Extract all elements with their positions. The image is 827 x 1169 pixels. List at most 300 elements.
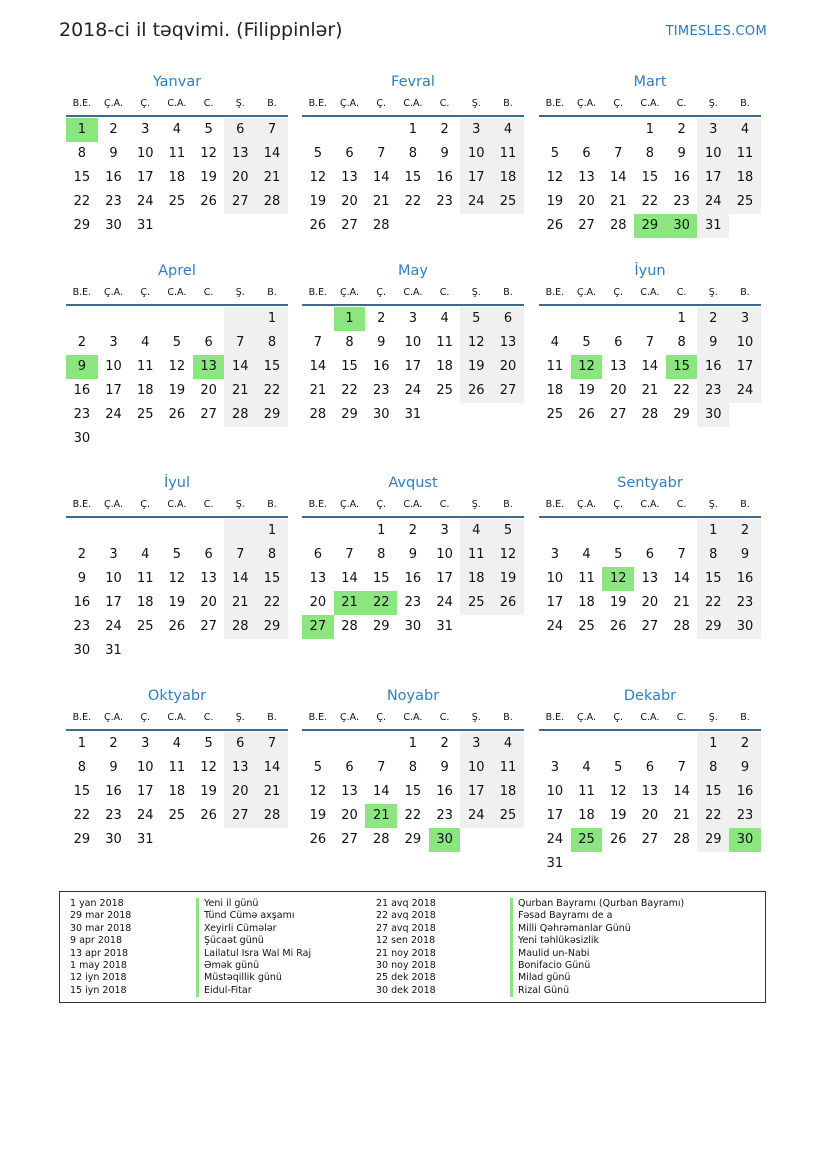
month-name: Fevral [391, 74, 435, 90]
day-cell: 7 [377, 146, 386, 161]
weekday-label: B. [267, 712, 277, 723]
day-cell: 7 [677, 547, 686, 562]
day-cell: 6 [345, 760, 354, 775]
day-cell: 29 [256, 615, 288, 639]
day-cell: 12 [571, 355, 603, 379]
day-cell: 14 [673, 571, 690, 586]
day-cell: 26 [578, 407, 595, 422]
day-cell: 24 [697, 190, 729, 214]
weekday-label: B. [503, 712, 513, 723]
day-cell: 25 [571, 828, 603, 852]
weekday-label: Ç.A. [340, 499, 360, 510]
day-cell: 31 [436, 619, 453, 634]
empty-day-cell [224, 519, 256, 543]
day-cell: 19 [168, 595, 186, 610]
day-cell: 17 [546, 808, 564, 823]
day-cell: 24 [546, 619, 564, 634]
weekday-label: Ç. [376, 712, 387, 723]
day-cell: 19 [168, 383, 186, 398]
day-cell: 12 [309, 784, 327, 799]
month-name: Aprel [158, 263, 196, 279]
month-calendar [539, 71, 761, 238]
day-cell: 4 [492, 118, 524, 142]
weekday-label: C. [676, 287, 687, 298]
day-cell: 3 [460, 118, 492, 142]
weekday-label: B.E. [72, 712, 92, 723]
month-calendar [302, 685, 524, 852]
day-grid [302, 519, 524, 639]
day-cell: 23 [105, 808, 122, 823]
day-cell: 6 [313, 547, 322, 562]
weekday-label: Ç. [613, 98, 624, 109]
empty-day-cell [98, 307, 130, 331]
day-cell: 22 [404, 808, 422, 823]
day-cell: 26 [168, 619, 186, 634]
day-cell: 22 [256, 379, 288, 403]
day-cell: 25 [168, 194, 186, 209]
day-cell: 5 [172, 547, 182, 562]
weekday-header [66, 707, 288, 731]
weekday-label: C.A. [403, 98, 423, 109]
weekday-label: C.A. [640, 287, 660, 298]
weekday-label: B.E. [545, 499, 565, 510]
weekday-label: C. [439, 712, 450, 723]
holiday-name: Milli Qəhrəmanlar Günü [510, 923, 684, 935]
day-cell: 26 [200, 194, 217, 209]
day-cell: 26 [492, 591, 524, 615]
weekday-label: B.E. [72, 499, 92, 510]
day-cell: 2 [109, 122, 118, 137]
day-cell: 12 [168, 571, 186, 586]
month-name: Noyabr [386, 688, 440, 704]
day-cell: 16 [673, 170, 690, 185]
day-cell: 7 [224, 543, 256, 567]
day-cell: 27 [224, 190, 256, 214]
day-cell: 27 [224, 804, 256, 828]
day-cell: 13 [341, 170, 358, 185]
day-cell: 4 [582, 547, 591, 562]
holiday-date: 30 dek 2018 [376, 984, 436, 996]
day-cell: 21 [334, 591, 366, 615]
day-cell: 7 [256, 732, 288, 756]
day-cell: 18 [460, 567, 492, 591]
day-cell: 15 [666, 355, 698, 379]
day-cell: 18 [492, 780, 524, 804]
day-cell: 7 [345, 547, 354, 562]
day-cell: 21 [365, 804, 397, 828]
holiday-date: 13 apr 2018 [70, 947, 129, 959]
day-cell: 2 [109, 736, 118, 751]
holiday-name: Tünd Cümə axşamı [196, 910, 311, 922]
month-calendar [302, 71, 524, 238]
day-cell: 25 [492, 190, 524, 214]
day-cell: 27 [609, 407, 627, 422]
day-cell: 3 [729, 307, 761, 331]
holiday-name: Əmək günü [196, 960, 311, 972]
day-cell: 15 [641, 170, 659, 185]
day-cell: 2 [77, 547, 86, 562]
day-cell: 5 [492, 519, 524, 543]
day-cell: 1 [408, 122, 418, 137]
weekday-label: Ç.A. [340, 98, 360, 109]
day-cell: 4 [172, 122, 182, 137]
day-cell: 20 [641, 808, 659, 823]
day-cell: 8 [645, 146, 655, 161]
day-cell: 11 [492, 142, 524, 166]
day-cell: 31 [105, 643, 122, 658]
day-cell: 15 [697, 780, 729, 804]
day-cell: 13 [224, 142, 256, 166]
day-cell: 25 [546, 407, 564, 422]
weekday-label: Ş. [708, 712, 718, 723]
weekday-label: Ç. [140, 98, 151, 109]
day-cell: 19 [546, 194, 564, 209]
day-cell: 18 [136, 595, 154, 610]
weekday-label: B. [503, 287, 513, 298]
empty-day-cell [129, 307, 161, 331]
empty-day-cell [634, 519, 666, 543]
day-cell: 17 [436, 571, 453, 586]
day-cell: 30 [404, 619, 422, 634]
day-cell: 9 [440, 760, 449, 775]
day-grid [66, 307, 288, 451]
day-cell: 12 [602, 567, 634, 591]
day-cell: 10 [460, 756, 492, 780]
empty-day-cell [302, 732, 334, 756]
day-cell: 14 [372, 170, 390, 185]
holiday-name: Müstəqillik günü [196, 972, 311, 984]
day-cell: 13 [224, 756, 256, 780]
day-cell: 9 [729, 756, 761, 780]
empty-day-cell [539, 732, 571, 756]
day-cell: 26 [309, 832, 327, 847]
day-cell: 23 [673, 194, 690, 209]
day-cell: 10 [460, 142, 492, 166]
day-cell: 14 [372, 784, 390, 799]
day-cell: 12 [168, 359, 186, 374]
day-cell: 23 [73, 619, 91, 634]
day-cell: 10 [136, 760, 154, 775]
day-cell: 27 [641, 832, 659, 847]
day-cell: 3 [550, 760, 559, 775]
day-cell: 11 [136, 359, 154, 374]
empty-day-cell [161, 307, 193, 331]
weekday-label: Ç.A. [104, 712, 124, 723]
day-cell: 9 [677, 146, 686, 161]
day-cell: 20 [224, 780, 256, 804]
day-cell: 3 [697, 118, 729, 142]
day-cell: 22 [341, 383, 358, 398]
day-cell: 4 [460, 519, 492, 543]
month-calendar [539, 472, 761, 639]
day-cell: 7 [614, 146, 623, 161]
day-cell: 27 [341, 218, 358, 233]
empty-day-cell [193, 307, 225, 331]
weekday-header [302, 282, 524, 306]
empty-day-cell [302, 519, 334, 543]
weekday-label: B.E. [308, 287, 328, 298]
weekday-header [66, 282, 288, 306]
day-cell: 25 [460, 591, 492, 615]
day-cell: 26 [460, 379, 492, 403]
weekday-label: B. [267, 499, 277, 510]
day-cell: 9 [109, 146, 118, 161]
day-cell: 22 [641, 194, 659, 209]
day-cell: 31 [136, 832, 154, 847]
weekday-label: Ç.A. [340, 287, 360, 298]
day-cell: 3 [141, 736, 150, 751]
day-cell: 21 [224, 591, 256, 615]
day-cell: 15 [256, 567, 288, 591]
weekday-label: B.E. [72, 287, 92, 298]
weekday-label: Ş. [235, 499, 245, 510]
holiday-name: Xeyirli Cümələr [196, 923, 311, 935]
day-cell: 1 [66, 118, 98, 142]
day-cell: 16 [729, 780, 761, 804]
weekday-label: Ç. [376, 287, 387, 298]
day-cell: 16 [436, 170, 453, 185]
day-cell: 29 [73, 832, 91, 847]
day-cell: 19 [609, 808, 627, 823]
day-cell: 25 [578, 619, 595, 634]
weekday-label: C. [676, 98, 687, 109]
day-cell: 3 [440, 523, 449, 538]
day-cell: 6 [345, 146, 354, 161]
day-cell: 24 [460, 804, 492, 828]
empty-day-cell [365, 732, 397, 756]
weekday-label: B.E. [545, 98, 565, 109]
holiday-date: 12 sen 2018 [376, 935, 436, 947]
holiday-dates-column [376, 898, 436, 997]
day-cell: 14 [309, 359, 327, 374]
day-cell: 31 [404, 407, 422, 422]
day-cell: 6 [492, 307, 524, 331]
day-cell: 23 [372, 383, 390, 398]
holiday-dates-column [70, 898, 131, 997]
month-calendar [539, 685, 761, 876]
day-cell: 31 [546, 856, 564, 871]
day-cell: 10 [404, 335, 422, 350]
month-name: Avqust [388, 475, 438, 491]
day-cell: 5 [460, 307, 492, 331]
day-cell: 2 [77, 335, 86, 350]
day-cell: 20 [200, 595, 217, 610]
day-cell: 11 [168, 146, 186, 161]
day-cell: 31 [697, 214, 729, 238]
month-calendar [302, 260, 524, 427]
day-cell: 1 [408, 736, 418, 751]
weekday-label: C.A. [403, 287, 423, 298]
holiday-names-column [196, 898, 311, 997]
day-cell: 16 [105, 784, 122, 799]
day-cell: 20 [341, 194, 358, 209]
holiday-date: 29 mar 2018 [70, 910, 132, 922]
holiday-name: Lailatul Isra Wal Mi Raj [196, 948, 311, 960]
day-cell: 2 [677, 122, 686, 137]
day-cell: 15 [372, 571, 390, 586]
day-cell: 22 [256, 591, 288, 615]
day-cell: 23 [73, 407, 91, 422]
weekday-header [66, 93, 288, 117]
day-cell: 3 [460, 732, 492, 756]
day-cell: 14 [609, 170, 627, 185]
day-cell: 15 [73, 170, 91, 185]
month-calendar [302, 472, 524, 639]
weekday-header [539, 93, 761, 117]
day-cell: 1 [697, 732, 729, 756]
day-cell: 18 [492, 166, 524, 190]
day-cell: 21 [309, 383, 327, 398]
weekday-label: Ç.A. [104, 98, 124, 109]
weekday-label: B. [267, 98, 277, 109]
day-grid [539, 118, 761, 238]
empty-day-cell [634, 732, 666, 756]
weekday-label: Ç. [376, 499, 387, 510]
day-cell: 1 [645, 122, 655, 137]
day-cell: 9 [66, 355, 98, 379]
holiday-date: 21 noy 2018 [376, 947, 436, 959]
day-cell: 18 [436, 359, 453, 374]
day-cell: 19 [309, 194, 327, 209]
weekday-header [539, 494, 761, 518]
day-cell: 5 [313, 146, 322, 161]
day-cell: 16 [697, 355, 729, 379]
day-cell: 29 [697, 828, 729, 852]
holiday-name: Rizal Günü [510, 985, 684, 997]
day-grid [302, 307, 524, 427]
day-cell: 30 [666, 214, 698, 238]
day-cell: 12 [460, 331, 492, 355]
day-cell: 24 [136, 194, 154, 209]
weekday-label: Ş. [235, 287, 245, 298]
day-cell: 20 [609, 383, 627, 398]
day-cell: 1 [334, 307, 366, 331]
day-cell: 28 [224, 615, 256, 639]
brand-link[interactable]: TIMESLES.COM [665, 24, 767, 39]
day-cell: 19 [609, 595, 627, 610]
day-cell: 20 [309, 595, 327, 610]
day-cell: 30 [105, 832, 122, 847]
day-cell: 18 [729, 166, 761, 190]
day-cell: 9 [697, 331, 729, 355]
day-cell: 15 [697, 567, 729, 591]
day-cell: 5 [313, 760, 322, 775]
day-cell: 18 [546, 383, 564, 398]
month-calendar [539, 260, 761, 427]
day-cell: 6 [204, 547, 213, 562]
day-cell: 1 [256, 307, 288, 331]
weekday-label: B.E. [72, 98, 92, 109]
day-cell: 11 [729, 142, 761, 166]
empty-day-cell [161, 519, 193, 543]
holiday-name: Bonifacio Günü [510, 960, 684, 972]
day-cell: 25 [492, 804, 524, 828]
day-cell: 28 [256, 190, 288, 214]
day-cell: 8 [408, 760, 418, 775]
weekday-label: Ş. [235, 98, 245, 109]
day-cell: 7 [377, 760, 386, 775]
day-cell: 28 [256, 804, 288, 828]
day-cell: 24 [404, 383, 422, 398]
day-cell: 20 [341, 808, 358, 823]
day-cell: 3 [408, 311, 418, 326]
day-cell: 10 [729, 331, 761, 355]
day-cell: 29 [634, 214, 666, 238]
day-cell: 5 [582, 335, 591, 350]
day-cell: 22 [73, 808, 91, 823]
holiday-name: Şücaət günü [196, 935, 311, 947]
day-cell: 3 [550, 547, 559, 562]
weekday-label: Ş. [471, 98, 481, 109]
day-cell: 16 [73, 595, 91, 610]
weekday-label: B.E. [308, 499, 328, 510]
month-calendar [66, 685, 288, 852]
day-cell: 21 [256, 780, 288, 804]
empty-day-cell [66, 519, 98, 543]
day-cell: 21 [641, 383, 659, 398]
day-cell: 8 [697, 756, 729, 780]
day-cell: 13 [578, 170, 595, 185]
holiday-date: 1 may 2018 [70, 959, 127, 971]
day-cell: 12 [546, 170, 564, 185]
month-name: Dekabr [623, 688, 677, 704]
day-cell: 8 [677, 335, 686, 350]
day-cell: 3 [109, 335, 118, 350]
day-grid [302, 732, 524, 852]
day-cell: 28 [609, 218, 627, 233]
weekday-label: C. [676, 499, 687, 510]
day-cell: 1 [677, 311, 686, 326]
day-cell: 1 [77, 736, 86, 751]
day-cell: 11 [168, 760, 186, 775]
day-cell: 29 [256, 403, 288, 427]
day-cell: 27 [200, 619, 217, 634]
day-cell: 6 [645, 547, 655, 562]
day-cell: 21 [609, 194, 627, 209]
empty-day-cell [98, 519, 130, 543]
day-cell: 21 [256, 166, 288, 190]
day-cell: 24 [436, 595, 453, 610]
day-cell: 2 [408, 523, 418, 538]
day-cell: 4 [582, 760, 591, 775]
day-cell: 26 [609, 619, 627, 634]
day-cell: 4 [172, 736, 182, 751]
weekday-label: Ç.A. [340, 712, 360, 723]
empty-day-cell [602, 118, 634, 142]
weekday-label: Ş. [235, 712, 245, 723]
weekday-label: B. [740, 499, 750, 510]
day-cell: 10 [436, 547, 453, 562]
day-cell: 22 [73, 194, 91, 209]
weekday-label: C.A. [167, 712, 187, 723]
day-cell: 11 [578, 571, 595, 586]
day-cell: 25 [136, 619, 154, 634]
day-cell: 29 [341, 407, 358, 422]
day-cell: 12 [200, 146, 217, 161]
day-cell: 2 [440, 736, 449, 751]
holiday-name: Qurban Bayramı (Qurban Bayramı) [510, 898, 684, 910]
weekday-label: Ç. [140, 712, 151, 723]
day-cell: 14 [673, 784, 690, 799]
day-cell: 5 [204, 736, 213, 751]
day-cell: 26 [609, 832, 627, 847]
empty-day-cell [602, 519, 634, 543]
day-cell: 14 [256, 142, 288, 166]
day-cell: 13 [200, 571, 217, 586]
day-cell: 28 [673, 832, 690, 847]
day-cell: 15 [404, 170, 422, 185]
day-cell: 17 [136, 170, 154, 185]
